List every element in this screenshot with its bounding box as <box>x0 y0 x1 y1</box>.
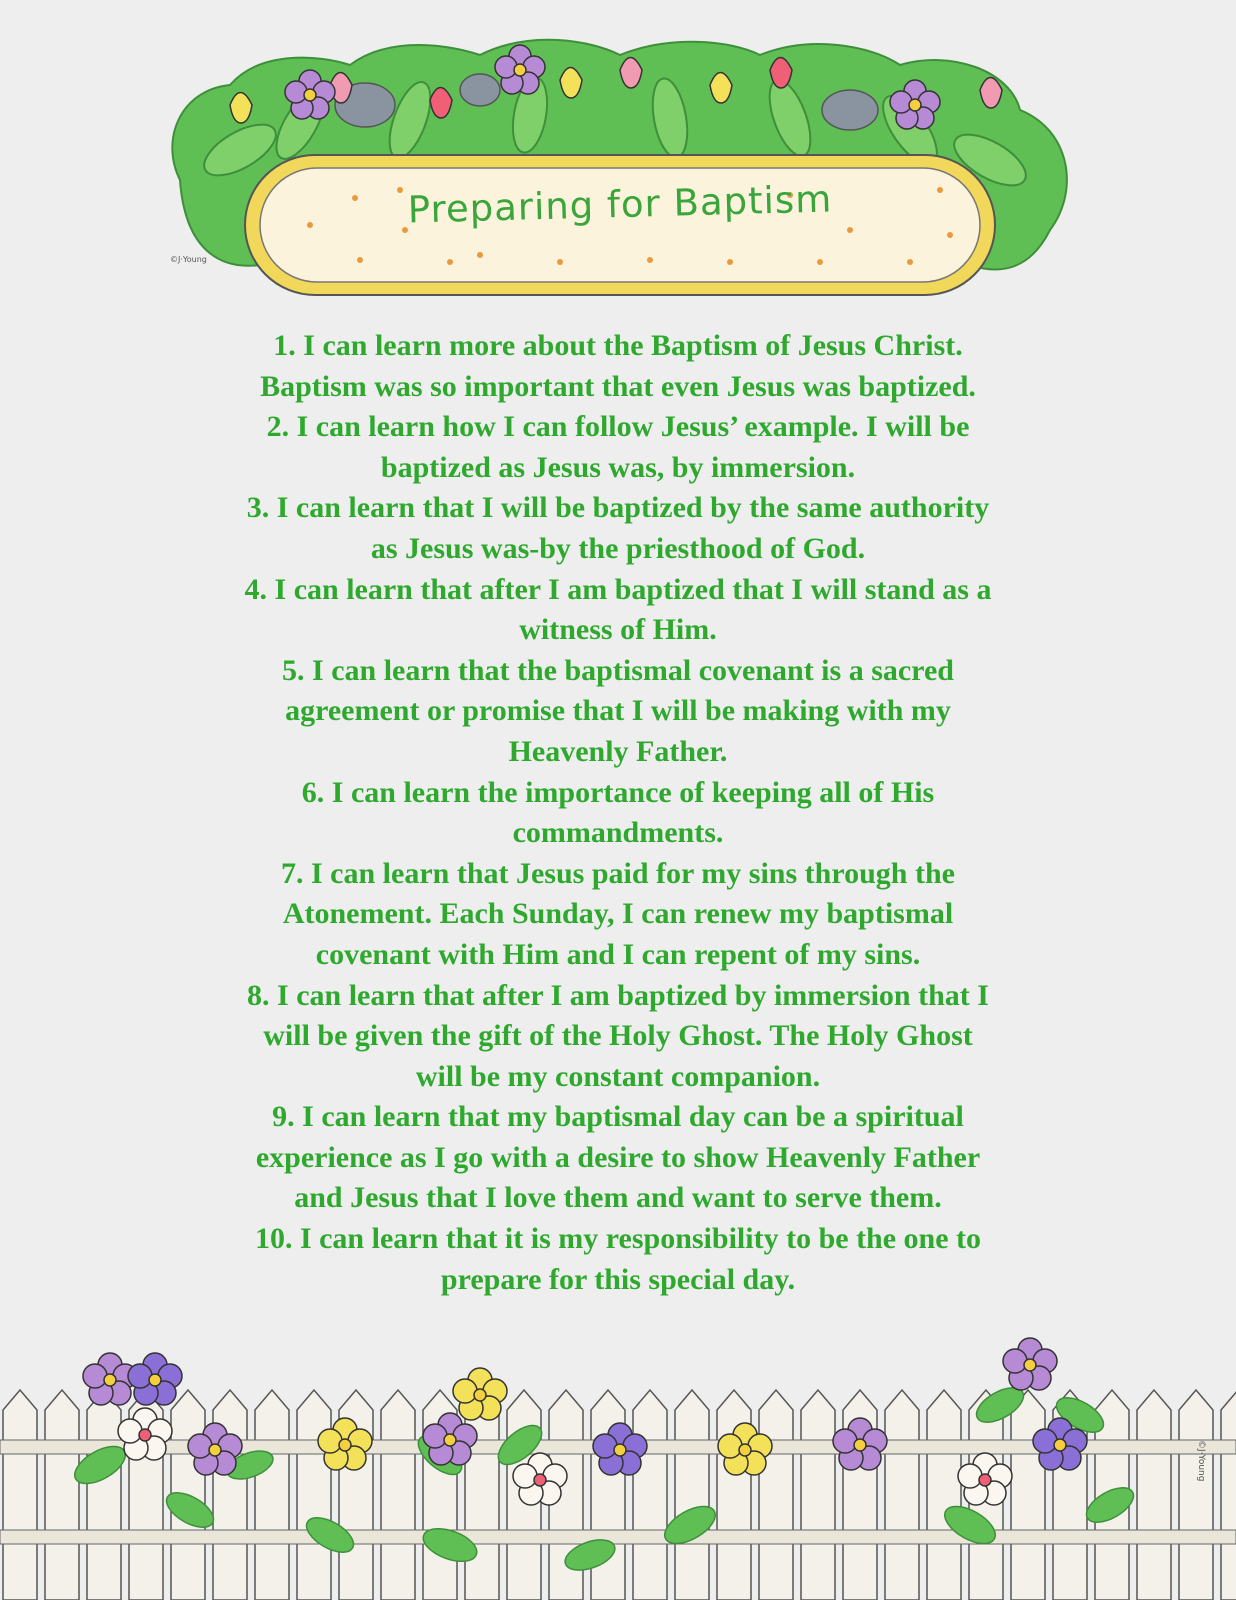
list-item-line: and Jesus that I love them and want to serve them. <box>294 1181 942 1215</box>
list-item-line: 7. I can learn that Jesus paid for my sins through the <box>281 856 955 890</box>
flower <box>1003 1338 1057 1390</box>
list-item-line: 1. I can learn more about the Baptism of Jesus Christ. <box>273 329 963 362</box>
learning-goals-list <box>140 326 1096 1300</box>
list-item-line: covenant with Him and I can repent of my sins. <box>315 937 921 971</box>
artist-credit-bottom: ©J·Young <box>1196 1440 1206 1482</box>
list-item-line: 9. I can learn that my baptismal day can be a spiritual <box>272 1100 964 1134</box>
list-item-line: commandments. <box>512 816 724 850</box>
fence-picket <box>465 1390 499 1600</box>
fence-picket <box>297 1390 331 1600</box>
fence-picket <box>759 1390 793 1600</box>
fence-picket <box>927 1390 961 1600</box>
fence-picket <box>381 1390 415 1600</box>
fence-picket <box>591 1390 625 1600</box>
list-item-line: as Jesus was-by the priesthood of God. <box>370 531 866 565</box>
list-item-line: will be given the gift of the Holy Ghost. The Holy Ghost <box>263 1019 973 1053</box>
list-item-line: 4. I can learn that after I am baptized that I will stand as a <box>244 572 992 606</box>
fence-picket <box>45 1390 79 1600</box>
list-item-line: experience as I go with a desire to show Heavenly Father <box>255 1140 981 1174</box>
fence-picket <box>1179 1390 1213 1600</box>
list-item-line: Atonement. Each Sunday, I can renew my baptismal <box>282 897 954 931</box>
flower <box>453 1368 507 1420</box>
list-item-line: will be my constant companion. <box>415 1059 821 1093</box>
artist-credit: ©J·Young <box>170 255 207 264</box>
fence-picket <box>675 1390 709 1600</box>
fence-picket <box>1221 1390 1236 1600</box>
list-item-line: 3. I can learn that I will be baptized by the same authority <box>246 491 990 525</box>
fence-picket <box>87 1390 121 1600</box>
fence-flowers-illustration <box>0 1335 1236 1600</box>
list-item-line: 5. I can learn that the baptismal covenant is a sacred <box>282 653 954 687</box>
list-item-line: 2. I can learn how I can follow Jesus’ example. I will be <box>266 410 970 444</box>
list-item-line: prepare for this special day. <box>440 1262 796 1296</box>
list-item-line: baptized as Jesus was, by immersion. <box>380 450 856 484</box>
list-item-line: Baptism was so important that even Jesus was baptized. <box>260 369 976 403</box>
flower <box>958 1453 1012 1505</box>
fence-picket <box>717 1390 751 1600</box>
flower <box>118 1408 172 1460</box>
list-item-line: 10. I can learn that it is my responsibility to be the one to <box>254 1222 982 1256</box>
fence-picket <box>213 1390 247 1600</box>
page-title: Preparing for Baptism <box>407 177 833 232</box>
fence-picket <box>885 1390 919 1600</box>
list-item-line: 6. I can learn the importance of keeping all of His <box>301 775 935 809</box>
list-item-line: witness of Him. <box>519 613 717 647</box>
flower <box>128 1353 182 1405</box>
fence-picket <box>1011 1390 1045 1600</box>
fence-picket <box>1137 1390 1171 1600</box>
list-item-line: Heavenly Father. <box>508 734 728 768</box>
fence-picket <box>255 1390 289 1600</box>
fence-picket <box>633 1390 667 1600</box>
flower <box>833 1418 887 1470</box>
list-item-line: 8. I can learn that after I am baptized by immersion that I <box>247 978 989 1012</box>
fence-picket <box>3 1390 37 1600</box>
fence-picket <box>801 1390 835 1600</box>
list-item-line: agreement or promise that I will be making with my <box>285 694 951 728</box>
